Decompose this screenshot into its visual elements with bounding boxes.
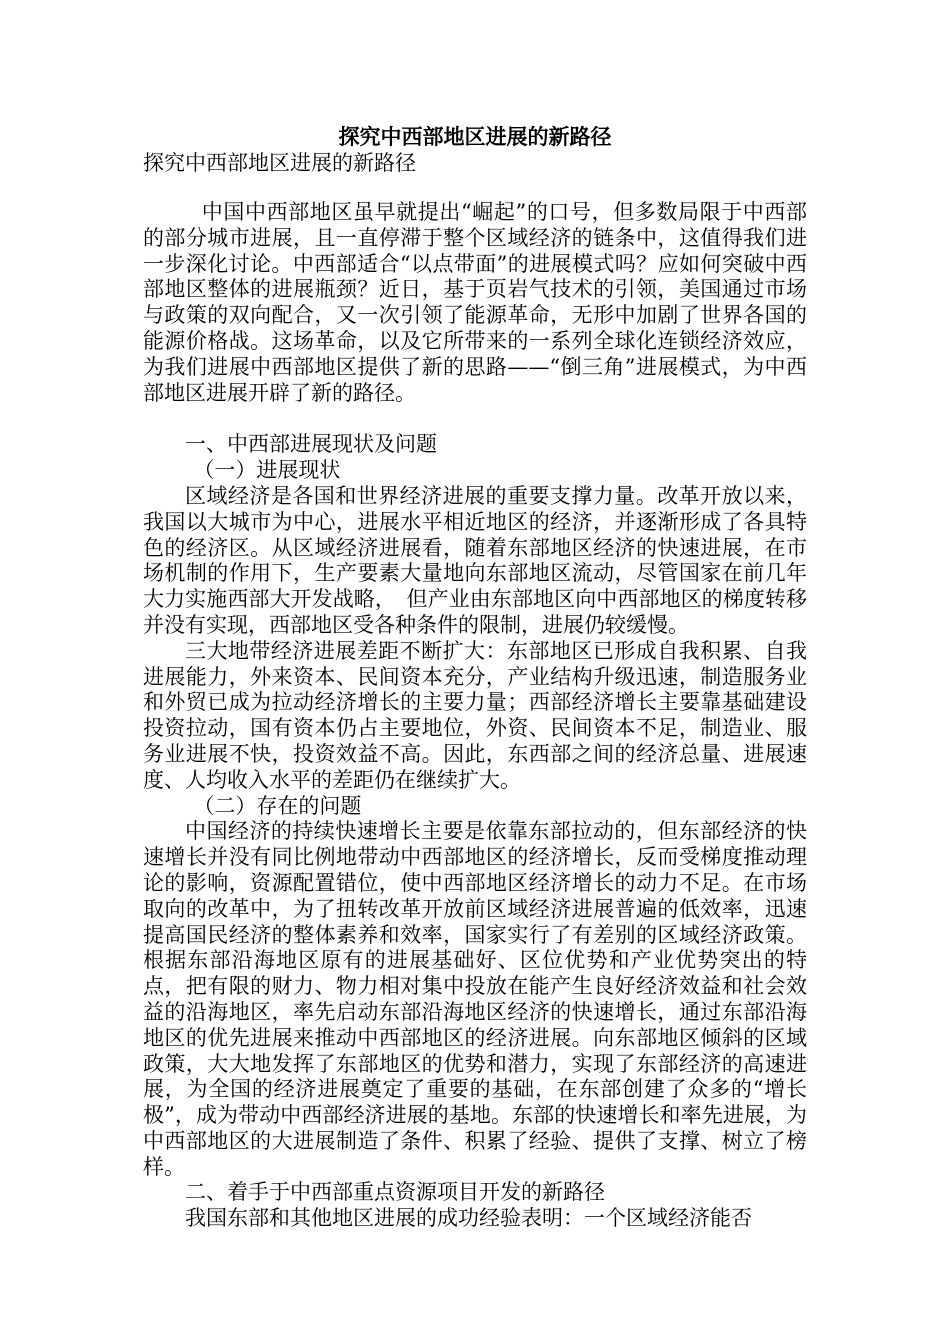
body-paragraph: 中国经济的持续快速增长主要是依靠东部拉动的，但东部经济的快速增长并没有同比例地带动中西部地区的经济增长，反而受梯度推动理论的影响，资源配置错位，使中西部地区经济增长的动力不足。在市场取向的改革中，为了扭转改革开放前区域经济进展普遍的低效率，迅速提高国民经济的整体素养和效率，国家实行了有差别的区域经济政策。根据东部沿海地区原有的进展基础好、区位优势和产业优势突出的特点，把有限的财力、物力相对集中投放在能产生良好经济效益和社会效益的沿海地区，率先启动东部沿海地区经济的快速增长，通过东部沿海地区的优先进展来推动中西部地区的经济进展。向东部地区倾斜的区域政策，大大地发挥了东部地区的优势和潜力，实现了东部经济的高速进展，为全国的经济进展奠定了重要的基础，在东部创建了众多的“增长极”，成为带动中西部经济进展的基地。东部的快速增长和率先进展，为中西部地区的大进展制造了条件、积累了经验、提供了支撑、树立了榜样。 bbox=[143, 819, 807, 1179]
section-heading-2: 二、着手于中西部重点资源项目开发的新路径 bbox=[185, 1180, 605, 1205]
document-subtitle: 探究中西部地区进展的新路径 bbox=[143, 151, 416, 175]
body-paragraph: 三大地带经济进展差距不断扩大：东部地区已形成自我积累、自我进展能力，外来资本、民间资本充分，产业结构升级迅速，制造服务业和外贸已成为拉动经济增长的主要力量；西部经济增长主要靠基础建设投资拉动，国有资本仍占主要地位，外资、民间资本不足，制造业、服务业进展不快，投资效益不高。因此，东西部之间的经济总量、进展速度、人均收入水平的差距仍在继续扩大。 bbox=[143, 638, 807, 792]
section-heading-1: 一、中西部进展现状及问题 bbox=[185, 432, 437, 457]
body-paragraph: 我国东部和其他地区进展的成功经验表明：一个区域经济能否 bbox=[185, 1206, 752, 1231]
subsection-heading-problems: （二）存在的问题 bbox=[193, 793, 362, 818]
paragraph-spacer bbox=[143, 406, 807, 432]
subsection-heading-status: （一）进展现状 bbox=[193, 458, 341, 483]
document-body bbox=[143, 200, 807, 1232]
body-paragraph: 区域经济是各国和世界经济进展的重要支撑力量。改革开放以来，我国以大城市为中心，进展水平相近地区的经济，并逐渐形成了各具特色的经济区。从区域经济进展看，随着东部地区经济的快速进展，在市场机制的作用下，生产要素大量地向东部地区流动，尽管国家在前几年大力实施西部大开发战略， 但产业由东部地区向中西部地区的梯度转移并没有实现，西部地区受各种条件的限制，进展仍较缓慢。 bbox=[143, 483, 807, 637]
document-title: 探究中西部地区进展的新路径 bbox=[338, 124, 612, 149]
intro-paragraph: 中国中西部地区虽早就提出“崛起”的口号，但多数局限于中西部的部分城市进展，且一直停滞于整个区域经济的链条中，这值得我们进一步深化讨论。中西部适合“以点带面”的进展模式吗？应如何突破中西部地区整体的进展瓶颈？近日，基于页岩气技术的引领，美国通过市场与政策的双向配合，又一次引领了能源革命，无形中加剧了世界各国的能源价格战。这场革命，以及它所带来的一系列全球化连锁经济效应，为我们进展中西部地区提供了新的思路——“倒三角”进展模式，为中西部地区进展开辟了新的路径。 bbox=[143, 200, 807, 405]
